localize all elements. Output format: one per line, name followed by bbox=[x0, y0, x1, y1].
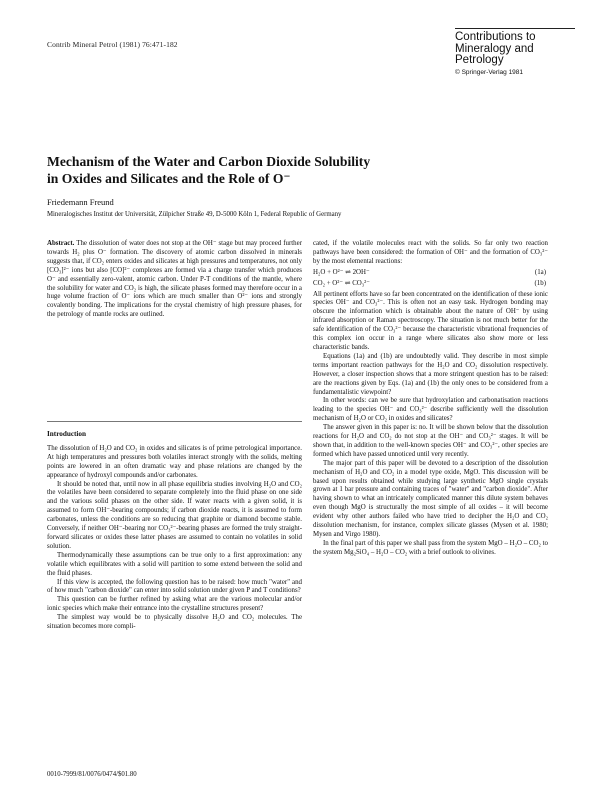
journal-line-1: Contributions to bbox=[455, 31, 536, 43]
equation-label: (1a) bbox=[534, 268, 546, 276]
equation-label: (1b) bbox=[534, 279, 546, 287]
paragraph: In other words: can we be sure that hydroxylation and carbonatisation reactions leading to the species OH⁻ and CO₃²⁻ describe sufficiently well the dissolution mechanism of H₂O or CO₂ in oxides and silicates? bbox=[313, 397, 548, 423]
abstract-text: The dissolution of water does not stop at the OH⁻ stage but may proceed further towards H₂ plus O⁻ formation. The discovery of atomic carbon dissolved in minerals suggests that, if CO₂ enters oxides and silicates at high pressures and temperatures, not only [CO₃]²⁻ ions but also [CO]²⁻ complexes are formed via a charge transfer which produces O⁻ and essentially zero-valent, atomic carbon. Under P-T conditions of the mantle, where the solubility for water and CO₂ is high, the silicate phases formed may therefore occur in a huge volume fraction of O⁻ ions which are much smaller than O²⁻ ions and strongly covalently bonding. The implications for the crystal chemistry of high pressure phases, for the petrology of mantle rocks are outlined. bbox=[47, 240, 302, 319]
paragraph: The major part of this paper will be devoted to a description of the dissolution mechanism of H₂O and CO₂ in a model type oxide, MgO. This discussion will be based upon results obtained while studying large synthetic MgO single crystals grown at 1 bar pressure and containing traces of "water" and "carbon dioxide". After having shown to what an intricately complicated manner this dilute system behaves even though MgO is structurally the most simple of all oxides – it will become evident why other authors failed who have tried to decipher the H₂O and CO₂ dissolution mechanism, for instance, complex silicate glasses (Mysen et al. 1980; Mysen and Virgo 1980). bbox=[313, 459, 548, 538]
right-intro: cated, if the volatile molecules react with the solids. So far only two reaction pathways have been considered: the formation of OH⁻ and the formation of CO₃²⁻ by the most elemental reactions: bbox=[313, 240, 548, 265]
abstract-label: Abstract. bbox=[47, 240, 75, 247]
journal-line-3: Petrology bbox=[455, 54, 504, 66]
paragraph: All pertinent efforts have so far been concentrated on the identification of these ionic species OH⁻ and CO₃²⁻. This is often not an easy task. Hydrogen bonding may obscure the information which is obtainable about the nature of OH⁻ by using infrared absorption or Raman spectroscopy. The situation is not much better for the safe identification of the CO₃²⁻ because the characteristic vibrational frequencies of this complex ion occur in a range where silicates also show more or less characteristic bands. bbox=[313, 290, 548, 351]
title-line-1: Mechanism of the Water and Carbon Dioxide Solubility bbox=[47, 154, 371, 169]
paragraph: This question can be further refined by asking what are the various molecular and/or ionic species which make their entrance into the crystalline structures present? bbox=[47, 596, 302, 613]
paragraph: The answer given in this paper is: no. It will be shown below that the dissolution reactions for H₂O and CO₂ do not stop at the OH⁻ and CO₃²⁻ stages. It will be shown that, in addition to the well-known species OH⁻ and CO₃²⁻, other species are formed which have passed unnoticed until very recently. bbox=[313, 424, 548, 458]
journal-block bbox=[455, 28, 575, 76]
abstract bbox=[47, 240, 302, 320]
paragraph: The dissolution of H₂O and CO₂ in oxides and silicates is of prime petrological importance. At high temperatures and pressures both volatiles interact strongly with the solids, melting points are lowered in an often dramatic way and phase relations are changed by the appearance of hydroxyl compounds and/or carbonates. bbox=[47, 444, 302, 479]
paragraph: Thermodynamically these assumptions can be true only to a first approximation: any volatile which equilibrates with a solid will partition to some extend between the solid and the fluid phases. bbox=[47, 551, 302, 577]
paragraph: It should be noted that, until now in all phase equilibria studies involving H₂O and CO₂ the volatiles have been considered to separate completely into the fluid phase on one side and the various solid phases on the other side. If water reacts with a given solid, it is assumed to form OH⁻-bearing compounds; if carbon dioxide reacts, it is assumed to form carbonates, unless the conditions are so reducing that graphite or diamond become stable. Conversely, if neither OH⁻-bearing nor CO₃²⁻-bearing phases are formed the truly straight-forward silicates or oxides these latter phases are assumed to contain no volatiles in solid solution. bbox=[47, 480, 302, 550]
right-column bbox=[313, 240, 548, 558]
title-line-2: in Oxides and Silicates and the Role of O⁻ bbox=[47, 171, 291, 186]
journal-line-2: Mineralogy and bbox=[455, 42, 534, 55]
paper-title bbox=[47, 153, 467, 187]
introduction-section bbox=[47, 430, 302, 632]
equation-expr: H₂O + O²⁻ ⇌ 2OH⁻ bbox=[313, 268, 370, 276]
affiliation: Mineralogisches Institut der Universität, Zülpicher Straße 49, D-5000 Köln 1, Federal Republic of Germany bbox=[47, 211, 342, 218]
paragraph: If this view is accepted, the following question has to be raised: how much "water" and of how much "carbon dioxide" can enter into solid solution under given P and T conditions? bbox=[47, 578, 302, 595]
equation-expr: CO₂ + O²⁻ ⇌ CO₃²⁻ bbox=[313, 279, 370, 287]
paragraph: Equations (1a) and (1b) are undoubtedly valid. They describe in most simple terms important reaction pathways for the H₂O and CO₂ dissolution respectively. However, a closer inspection shows that a more stringent question has to be raised: are the reactions given by Eqs. (1a) and (1b) the only ones to be considered from a fundamentalistic viewpoint? bbox=[313, 352, 548, 396]
journal-rule bbox=[455, 28, 575, 29]
right-body bbox=[313, 291, 548, 558]
running-head: Contrib Mineral Petrol (1981) 76:471-182 bbox=[47, 40, 178, 49]
equation-1b bbox=[313, 280, 548, 289]
section-divider bbox=[47, 421, 302, 422]
author: Friedemann Freund bbox=[47, 197, 114, 207]
equation-1a bbox=[313, 269, 548, 278]
footer-code: 0010-7999/81/0076/0474/$01.80 bbox=[47, 771, 137, 778]
paragraph: The simplest way would be to physically dissolve H₂O and CO₂ molecules. The situation becomes more compli- bbox=[47, 614, 302, 631]
paragraph: In the final part of this paper we shall pass from the system MgO – H₂O – CO₂ to the system Mg₂SiO₄ – H₂O – CO₂ with a brief outlook to olivines. bbox=[313, 539, 548, 556]
publisher: © Springer-Verlag 1981 bbox=[455, 68, 524, 76]
introduction-heading: Introduction bbox=[47, 430, 87, 438]
introduction-body bbox=[47, 445, 302, 632]
